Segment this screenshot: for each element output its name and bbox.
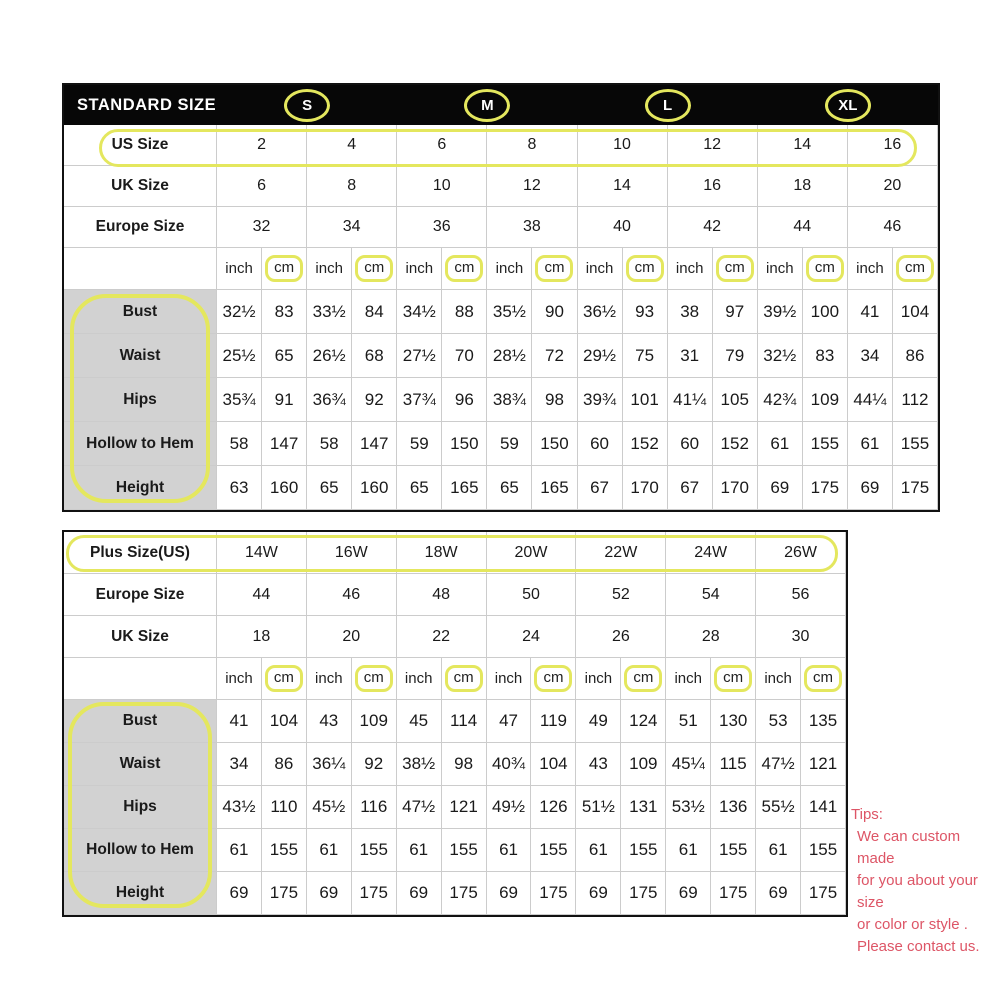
measure-value-cell: 98 (532, 378, 577, 422)
size-value-cell: 8 (307, 166, 397, 207)
measure-value-cell: 155 (801, 829, 846, 872)
size-value-cell: 16 (668, 166, 758, 207)
measure-value-cell: 130 (711, 700, 756, 743)
size-value-cell: 46 (848, 207, 938, 248)
measure-value-cell: 116 (352, 786, 397, 829)
size-value-cell: 28 (666, 616, 756, 658)
measure-value-cell: 41¼ (668, 378, 713, 422)
size-value-cell: 50 (487, 574, 577, 616)
measure-value-cell: 69 (217, 872, 262, 915)
measure-value-cell: 38½ (397, 743, 442, 786)
size-group-circles (217, 89, 938, 122)
size-value-cell: 44 (758, 207, 848, 248)
measure-row-label: Height (64, 872, 217, 915)
measure-value-cell: 45½ (307, 786, 352, 829)
cm-highlight-box: cm (265, 665, 303, 692)
cm-highlight-box: cm (896, 255, 934, 282)
measure-value-cell: 109 (352, 700, 397, 743)
measure-value-cell: 69 (758, 466, 803, 510)
cm-highlight-box: cm (355, 665, 393, 692)
measure-value-cell: 84 (352, 290, 397, 334)
measure-value-cell: 72 (532, 334, 577, 378)
measure-value-cell: 109 (803, 378, 848, 422)
size-row-label: UK Size (64, 166, 217, 207)
measure-value-cell: 35½ (487, 290, 532, 334)
size-row-label: UK Size (64, 616, 217, 658)
measure-value-cell: 165 (442, 466, 487, 510)
measure-value-cell: 33½ (307, 290, 352, 334)
measure-value-cell: 51 (666, 700, 711, 743)
size-value-cell: 6 (397, 125, 487, 166)
measure-row-label: Hips (64, 378, 217, 422)
measure-value-cell: 38 (668, 290, 713, 334)
measure-value-cell: 104 (531, 743, 576, 786)
unit-cm-cell (711, 658, 756, 700)
measure-value-cell: 67 (668, 466, 713, 510)
cm-highlight-box: cm (716, 255, 754, 282)
size-value-cell: 32 (217, 207, 307, 248)
size-value-cell: 36 (397, 207, 487, 248)
measure-value-cell: 55½ (756, 786, 801, 829)
measure-value-cell: 104 (893, 290, 938, 334)
size-group-xl (758, 89, 938, 122)
size-value-cell: 16W (307, 532, 397, 574)
standard-size-table (62, 83, 940, 512)
measure-value-cell: 43½ (217, 786, 262, 829)
size-value-cell: 56 (756, 574, 846, 616)
unit-cm-cell (713, 248, 758, 290)
size-value-cell: 12 (668, 125, 758, 166)
standard-size-title: STANDARD SIZE (77, 95, 217, 114)
unit-row-label-empty (64, 658, 217, 700)
measure-value-cell: 121 (442, 786, 487, 829)
measure-value-cell: 155 (262, 829, 307, 872)
measure-value-cell: 53 (756, 700, 801, 743)
unit-inch-cell: inch (397, 248, 442, 290)
measure-value-cell: 34½ (397, 290, 442, 334)
unit-inch-cell: inch (576, 658, 621, 700)
plus-size-grid (64, 532, 846, 915)
measure-value-cell: 69 (576, 872, 621, 915)
cm-highlight-box: cm (535, 255, 573, 282)
measure-value-cell: 92 (352, 743, 397, 786)
unit-cm-cell (531, 658, 576, 700)
measure-value-cell: 105 (713, 378, 758, 422)
measure-value-cell: 26½ (307, 334, 352, 378)
measure-value-cell: 58 (307, 422, 352, 466)
measure-value-cell: 91 (262, 378, 307, 422)
size-group-s (217, 89, 397, 122)
size-value-cell: 14 (758, 125, 848, 166)
measure-value-cell: 75 (623, 334, 668, 378)
unit-inch-cell: inch (756, 658, 801, 700)
measure-value-cell: 47 (487, 700, 532, 743)
measure-value-cell: 86 (262, 743, 307, 786)
measure-value-cell: 61 (217, 829, 262, 872)
unit-cm-cell (532, 248, 577, 290)
unit-inch-cell: inch (307, 658, 352, 700)
measure-value-cell: 61 (756, 829, 801, 872)
measure-value-cell: 32½ (217, 290, 262, 334)
size-row-label: Europe Size (64, 574, 217, 616)
size-value-cell: 48 (397, 574, 487, 616)
cm-highlight-box: cm (804, 665, 842, 692)
unit-inch-cell: inch (487, 248, 532, 290)
size-value-cell: 52 (576, 574, 666, 616)
measure-value-cell: 41 (848, 290, 893, 334)
unit-inch-cell: inch (217, 658, 262, 700)
measure-value-cell: 47½ (756, 743, 801, 786)
measure-value-cell: 124 (621, 700, 666, 743)
standard-size-header-bar (64, 85, 938, 125)
measure-value-cell: 69 (397, 872, 442, 915)
measure-value-cell: 175 (803, 466, 848, 510)
cm-highlight-box: cm (355, 255, 393, 282)
size-value-cell: 26 (576, 616, 666, 658)
measure-value-cell: 25½ (217, 334, 262, 378)
cm-highlight-box: cm (624, 665, 662, 692)
measure-value-cell: 104 (262, 700, 307, 743)
unit-inch-cell: inch (668, 248, 713, 290)
cm-highlight-box: cm (445, 665, 483, 692)
unit-inch-cell: inch (487, 658, 532, 700)
measure-value-cell: 65 (487, 466, 532, 510)
cm-highlight-box: cm (534, 665, 572, 692)
measure-value-cell: 34 (217, 743, 262, 786)
size-value-cell: 6 (217, 166, 307, 207)
size-row-label: US Size (64, 125, 217, 166)
unit-inch-cell: inch (758, 248, 803, 290)
size-circle-xl: XL (825, 89, 871, 122)
measure-value-cell: 69 (487, 872, 532, 915)
size-value-cell: 24W (666, 532, 756, 574)
measure-value-cell: 61 (848, 422, 893, 466)
tips-line: for you about your size (857, 872, 978, 911)
measure-value-cell: 68 (352, 334, 397, 378)
measure-value-cell: 86 (893, 334, 938, 378)
measure-value-cell: 175 (711, 872, 756, 915)
unit-cm-cell (262, 658, 307, 700)
unit-cm-cell (893, 248, 938, 290)
measure-value-cell: 170 (713, 466, 758, 510)
measure-value-cell: 88 (442, 290, 487, 334)
measure-value-cell: 150 (532, 422, 577, 466)
unit-inch-cell: inch (307, 248, 352, 290)
measure-value-cell: 110 (262, 786, 307, 829)
measure-value-cell: 61 (307, 829, 352, 872)
measure-value-cell: 42¾ (758, 378, 803, 422)
measure-value-cell: 61 (487, 829, 532, 872)
size-group-m (397, 89, 577, 122)
unit-cm-cell (262, 248, 307, 290)
measure-value-cell: 32½ (758, 334, 803, 378)
unit-cm-cell (442, 248, 487, 290)
measure-value-cell: 69 (307, 872, 352, 915)
size-value-cell: 18 (217, 616, 307, 658)
unit-cm-cell (623, 248, 668, 290)
measure-value-cell: 28½ (487, 334, 532, 378)
measure-value-cell: 36¾ (307, 378, 352, 422)
tips-note (851, 804, 1000, 958)
measure-value-cell: 165 (532, 466, 577, 510)
measure-value-cell: 58 (217, 422, 262, 466)
size-value-cell: 14W (217, 532, 307, 574)
measure-value-cell: 49 (576, 700, 621, 743)
measure-value-cell: 135 (801, 700, 846, 743)
measure-value-cell: 100 (803, 290, 848, 334)
measure-value-cell: 131 (621, 786, 666, 829)
measure-value-cell: 96 (442, 378, 487, 422)
measure-value-cell: 29½ (578, 334, 623, 378)
tips-title: Tips: (851, 806, 883, 823)
size-value-cell: 18 (758, 166, 848, 207)
cm-highlight-box: cm (265, 255, 303, 282)
size-value-cell: 22W (576, 532, 666, 574)
plus-size-table (62, 530, 848, 917)
unit-inch-cell: inch (848, 248, 893, 290)
measure-value-cell: 36½ (578, 290, 623, 334)
measure-value-cell: 40¾ (487, 743, 532, 786)
measure-value-cell: 147 (352, 422, 397, 466)
measure-value-cell: 35¾ (217, 378, 262, 422)
measure-value-cell: 43 (576, 743, 621, 786)
size-value-cell: 16 (848, 125, 938, 166)
size-value-cell: 46 (307, 574, 397, 616)
measure-value-cell: 65 (397, 466, 442, 510)
tips-line: Please contact us. (857, 938, 980, 955)
measure-value-cell: 83 (262, 290, 307, 334)
size-row-label: Europe Size (64, 207, 217, 248)
measure-value-cell: 69 (756, 872, 801, 915)
measure-value-cell: 152 (713, 422, 758, 466)
measure-value-cell: 101 (623, 378, 668, 422)
size-value-cell: 38 (487, 207, 577, 248)
measure-value-cell: 175 (801, 872, 846, 915)
measure-value-cell: 49½ (487, 786, 532, 829)
size-value-cell: 24 (487, 616, 577, 658)
measure-value-cell: 31 (668, 334, 713, 378)
measure-value-cell: 60 (578, 422, 623, 466)
unit-cm-cell (352, 658, 397, 700)
size-value-cell: 8 (487, 125, 577, 166)
measure-value-cell: 65 (307, 466, 352, 510)
cm-highlight-box: cm (806, 255, 844, 282)
measure-value-cell: 41 (217, 700, 262, 743)
size-value-cell: 54 (666, 574, 756, 616)
measure-value-cell: 155 (352, 829, 397, 872)
size-value-cell: 10 (578, 125, 668, 166)
unit-row-label-empty (64, 248, 217, 290)
size-circle-m: M (464, 89, 510, 122)
measure-value-cell: 147 (262, 422, 307, 466)
measure-value-cell: 155 (711, 829, 756, 872)
measure-value-cell: 119 (531, 700, 576, 743)
size-value-cell: 44 (217, 574, 307, 616)
measure-value-cell: 155 (621, 829, 666, 872)
measure-value-cell: 160 (262, 466, 307, 510)
measure-value-cell: 43 (307, 700, 352, 743)
cm-highlight-box: cm (714, 665, 752, 692)
measure-row-label: Bust (64, 700, 217, 743)
unit-inch-cell: inch (666, 658, 711, 700)
unit-cm-cell (621, 658, 666, 700)
unit-cm-cell (801, 658, 846, 700)
size-value-cell: 4 (307, 125, 397, 166)
measure-value-cell: 70 (442, 334, 487, 378)
measure-value-cell: 90 (532, 290, 577, 334)
unit-inch-cell: inch (578, 248, 623, 290)
cm-highlight-box: cm (626, 255, 664, 282)
measure-value-cell: 112 (893, 378, 938, 422)
measure-value-cell: 175 (621, 872, 666, 915)
measure-value-cell: 45 (397, 700, 442, 743)
measure-row-label: Hips (64, 786, 217, 829)
measure-value-cell: 152 (623, 422, 668, 466)
measure-value-cell: 53½ (666, 786, 711, 829)
size-value-cell: 40 (578, 207, 668, 248)
measure-value-cell: 155 (803, 422, 848, 466)
measure-value-cell: 59 (487, 422, 532, 466)
unit-inch-cell: inch (217, 248, 262, 290)
measure-value-cell: 175 (893, 466, 938, 510)
size-value-cell: 22 (397, 616, 487, 658)
standard-size-grid (64, 125, 938, 510)
size-value-cell: 20 (307, 616, 397, 658)
size-value-cell: 20W (487, 532, 577, 574)
measure-value-cell: 61 (758, 422, 803, 466)
measure-value-cell: 170 (623, 466, 668, 510)
measure-value-cell: 109 (621, 743, 666, 786)
measure-value-cell: 79 (713, 334, 758, 378)
measure-value-cell: 39¾ (578, 378, 623, 422)
size-value-cell: 42 (668, 207, 758, 248)
measure-value-cell: 59 (397, 422, 442, 466)
unit-cm-cell (442, 658, 487, 700)
size-group-l (578, 89, 758, 122)
measure-value-cell: 69 (666, 872, 711, 915)
measure-value-cell: 160 (352, 466, 397, 510)
measure-value-cell: 63 (217, 466, 262, 510)
measure-value-cell: 83 (803, 334, 848, 378)
measure-value-cell: 175 (352, 872, 397, 915)
size-value-cell: 2 (217, 125, 307, 166)
tips-line: We can custom made (857, 828, 961, 867)
measure-value-cell: 61 (397, 829, 442, 872)
measure-value-cell: 27½ (397, 334, 442, 378)
size-value-cell: 34 (307, 207, 397, 248)
measure-row-label: Waist (64, 743, 217, 786)
measure-value-cell: 67 (578, 466, 623, 510)
size-value-cell: 12 (487, 166, 577, 207)
measure-value-cell: 61 (576, 829, 621, 872)
measure-row-label: Height (64, 466, 217, 510)
measure-row-label: Hollow to Hem (64, 422, 217, 466)
size-circle-l: L (645, 89, 691, 122)
measure-value-cell: 37¾ (397, 378, 442, 422)
size-value-cell: 14 (578, 166, 668, 207)
size-value-cell: 30 (756, 616, 846, 658)
measure-value-cell: 150 (442, 422, 487, 466)
measure-value-cell: 61 (666, 829, 711, 872)
measure-value-cell: 155 (531, 829, 576, 872)
measure-value-cell: 121 (801, 743, 846, 786)
measure-value-cell: 65 (262, 334, 307, 378)
unit-inch-cell: inch (397, 658, 442, 700)
size-value-cell: 26W (756, 532, 846, 574)
measure-value-cell: 98 (442, 743, 487, 786)
measure-value-cell: 36¼ (307, 743, 352, 786)
measure-value-cell: 115 (711, 743, 756, 786)
measure-value-cell: 155 (893, 422, 938, 466)
measure-value-cell: 69 (848, 466, 893, 510)
measure-value-cell: 47½ (397, 786, 442, 829)
measure-value-cell: 136 (711, 786, 756, 829)
measure-value-cell: 45¼ (666, 743, 711, 786)
size-row-label: Plus Size(US) (64, 532, 217, 574)
size-value-cell: 18W (397, 532, 487, 574)
measure-row-label: Hollow to Hem (64, 829, 217, 872)
tips-lines (851, 826, 1000, 958)
measure-value-cell: 141 (801, 786, 846, 829)
measure-value-cell: 60 (668, 422, 713, 466)
measure-value-cell: 38¾ (487, 378, 532, 422)
measure-value-cell: 175 (262, 872, 307, 915)
measure-value-cell: 97 (713, 290, 758, 334)
measure-value-cell: 155 (442, 829, 487, 872)
unit-cm-cell (803, 248, 848, 290)
measure-row-label: Bust (64, 290, 217, 334)
tips-line: or color or style . (857, 916, 968, 933)
measure-value-cell: 92 (352, 378, 397, 422)
size-value-cell: 10 (397, 166, 487, 207)
measure-value-cell: 44¼ (848, 378, 893, 422)
measure-value-cell: 175 (442, 872, 487, 915)
measure-value-cell: 93 (623, 290, 668, 334)
measure-value-cell: 175 (531, 872, 576, 915)
size-value-cell: 20 (848, 166, 938, 207)
measure-value-cell: 114 (442, 700, 487, 743)
measure-value-cell: 39½ (758, 290, 803, 334)
measure-row-label: Waist (64, 334, 217, 378)
measure-value-cell: 34 (848, 334, 893, 378)
measure-value-cell: 51½ (576, 786, 621, 829)
unit-cm-cell (352, 248, 397, 290)
measure-value-cell: 126 (531, 786, 576, 829)
cm-highlight-box: cm (445, 255, 483, 282)
size-circle-s: S (284, 89, 330, 122)
